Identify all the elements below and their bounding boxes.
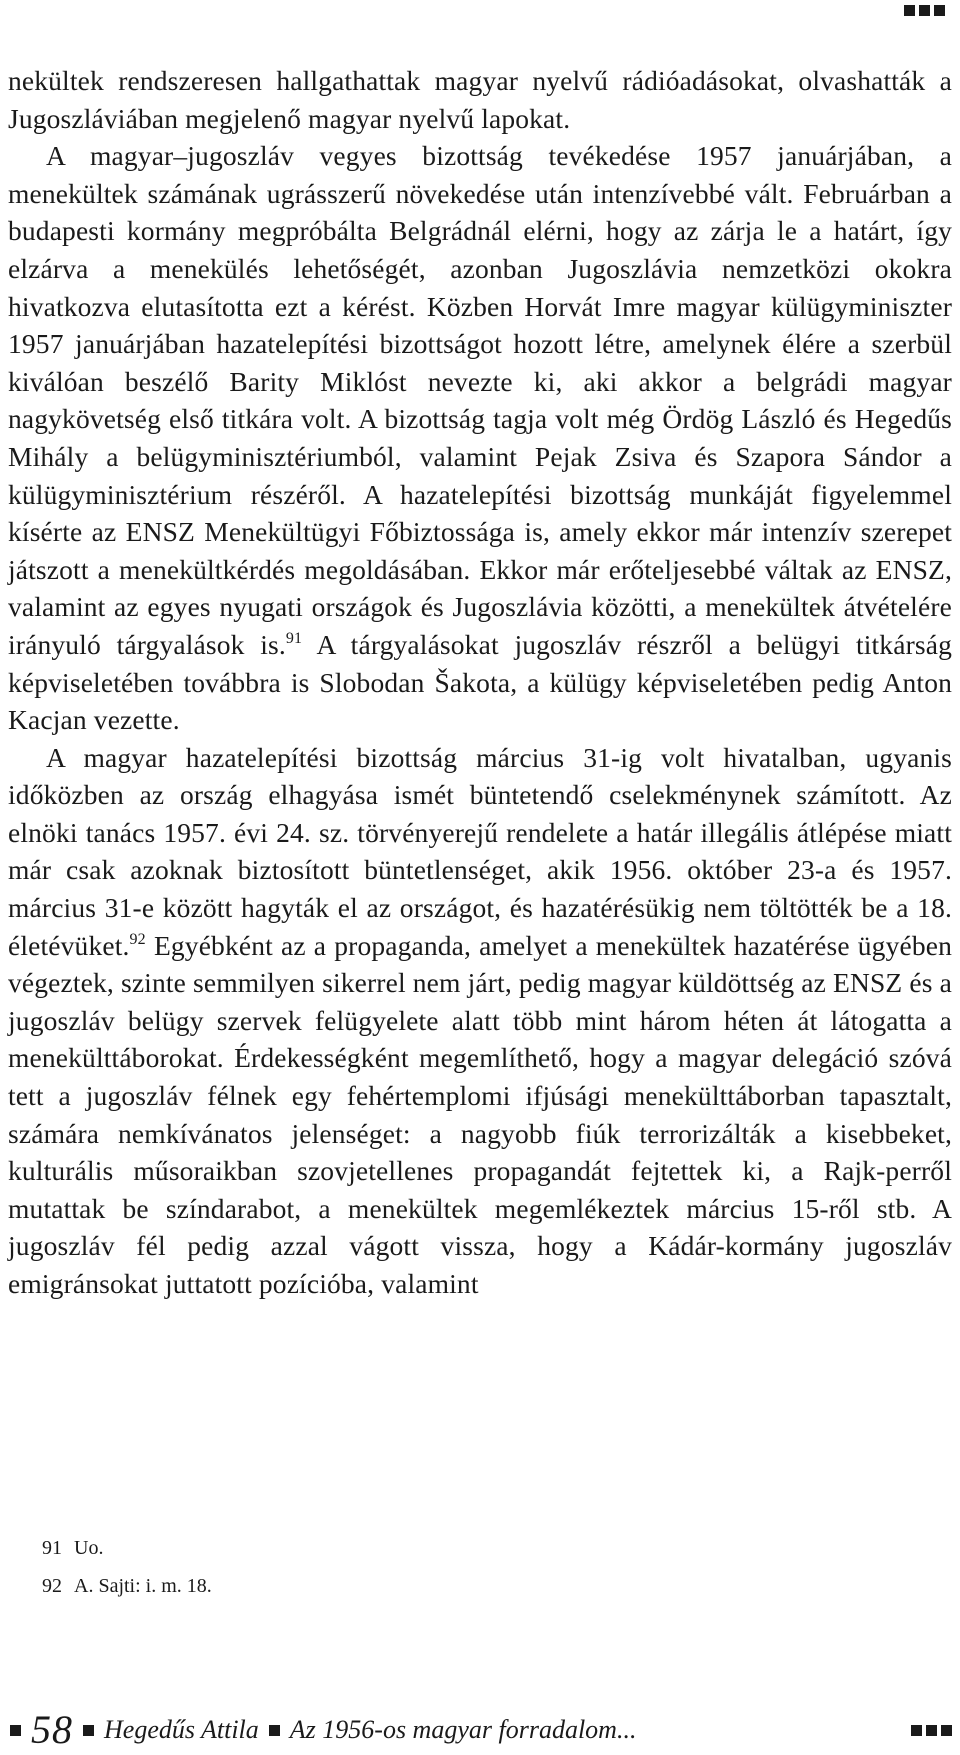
paragraph xyxy=(8,739,952,1303)
paragraph xyxy=(8,62,952,137)
footnote-text: Uo. xyxy=(74,1537,104,1559)
main-text xyxy=(8,62,952,1303)
ornament-square xyxy=(926,1725,937,1736)
ornament-square xyxy=(919,5,930,16)
ornament-square xyxy=(911,1725,922,1736)
paragraph-text: A magyar hazatelepítési bizottság március 31-ig volt hivatalban, ugyanis időközben az ország elhagyása ismét büntetendő cselekménynek számított. Az elnöki tanács 1957. évi 24. sz. törvényerejű rendelete a határ illegális átlépése miatt már csak azoknak biztosított büntetlenséget, akik 1956. október 23-a és 1957. március 31-e között hagyták el az országot, és hazatérésükig nem töltötték be a 18. életévüket. xyxy=(8,741,952,961)
footnote-text: A. Sajti: i. m. 18. xyxy=(74,1575,212,1597)
footnote-reference: 92 xyxy=(129,930,146,948)
footnote-reference: 91 xyxy=(285,629,303,647)
footnote xyxy=(42,1529,212,1567)
footnote-number: 92 xyxy=(42,1575,62,1597)
footer-square xyxy=(269,1725,280,1736)
page-number: 58 xyxy=(31,1707,73,1752)
footer-square xyxy=(83,1725,94,1736)
paragraph-text: Egyébként az a propaganda, amelyet a menekültek hazatérése ügyében végeztek, szinte semmilyen sikerrel nem járt, pedig magyar küldöttség az ENSZ és a jugoszláv belügy szervek felügyelete alatt több mint három héten át látogatta a menekülttáborokat. Érdekességként megemlíthető, hogy a magyar delegáció szóvá tett a jugoszláv félnek egy fehértemplomi ifjúsági menekülttáborban tapasztalt, számára nemkívánatos jelenséget: a nagyobb fiúk terrorizálták a kisebbeket, kulturális műsoraikban szovjetellenes propagandát fejtettek ki, a Rajk-perről mutattak be színdarabot, a menekültek megemlékeztek március 15-ről stb. A jugoszláv fél pedig azzal vágott vissza, hogy a Kádár-kormány jugoszláv emigránsokat juttatott pozícióba, valamint xyxy=(8,929,952,1299)
page-footer xyxy=(0,1707,952,1752)
ornament-square xyxy=(934,5,945,16)
paragraph-text: nekültek rendszeresen hallgathattak magyar nyelvű rádióadásokat, olvashatták a Jugoszláviában megjelenő magyar nyelvű lapokat. xyxy=(8,65,952,134)
running-head-title: Az 1956-os magyar forradalom... xyxy=(289,1715,637,1744)
footer-ornament xyxy=(911,1725,952,1736)
paragraph xyxy=(8,137,952,739)
paragraph-text: A tárgyalásokat jugoszláv részről a belügyi titkárság képviseletében továbbra is Slobodan Šakota, a külügy képviseletében pedig Anton Kacjan vezette. xyxy=(8,628,952,736)
paragraph-text: A magyar–jugoszláv vegyes bizottság tevékedése 1957 januárjában, a menekültek számának ugrásszerű növekedése után intenzívebbé vált. Februárban a budapesti kormány megpróbálta Belgrádnál elérni, hogy az zárja le a határt, így elzárva a menekülés lehetőségét, azonban Jugoszlávia nemzetközi okokra hivatkozva elutasította ezt a kérést. Közben Horvát Imre magyar külügyminiszter 1957 januárjában hazatelepítési bizottságot hozott létre, amelynek élére a szerbül kiválóan beszélő Barity Miklóst nevezte ki, aki akkor a belgrádi magyar nagykövetség első titkára volt. A bizottság tagja volt még Ördög László és Hegedűs Mihály a belügyminisztériumból, valamint Pejak Zsiva és Szapora Sándor a külügyminisztérium részéről. A hazatelepítési bizottság munkáját figyelemmel kísérte az ENSZ Menekültügyi Főbiztossága is, amely ekkor már intenzív szerepet játszott a menekültkérdés megoldásában. Ekkor már erőteljesebbé váltak az ENSZ, valamint az egyes nyugati országok és Jugoszlávia közötti, a menekültek átvételére irányuló tárgyalások is. xyxy=(8,140,952,660)
header-ornament xyxy=(904,5,945,16)
footer-square xyxy=(10,1725,21,1736)
footnotes xyxy=(42,1529,212,1605)
footnote-number: 91 xyxy=(42,1537,62,1559)
ornament-square xyxy=(941,1725,952,1736)
running-head-author: Hegedűs Attila xyxy=(104,1715,259,1744)
ornament-square xyxy=(904,5,915,16)
footnote xyxy=(42,1567,212,1605)
